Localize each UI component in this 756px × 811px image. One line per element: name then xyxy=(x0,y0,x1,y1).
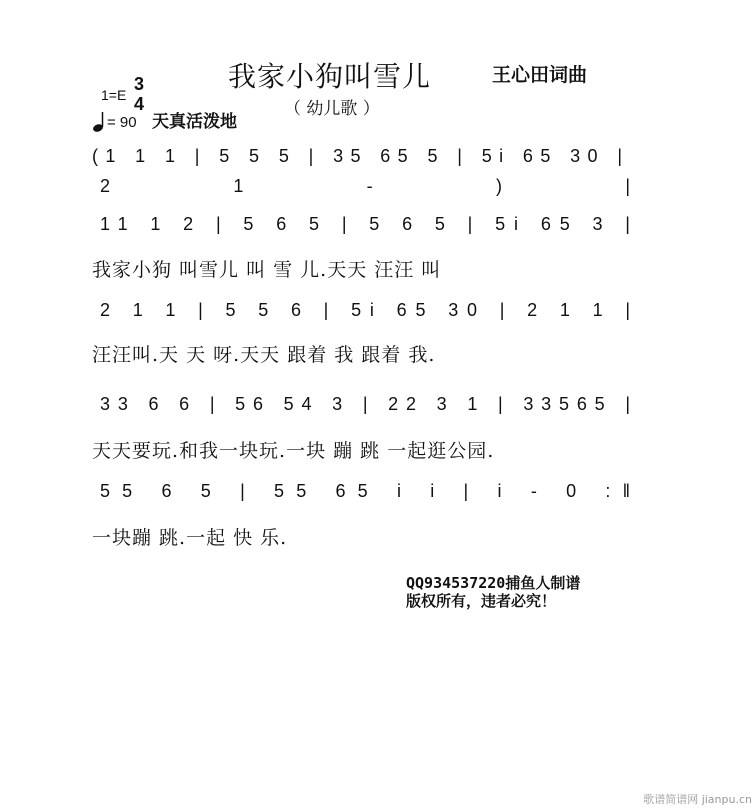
score-line-5-text: 33 6 6 | 56 54 3 | 22 3 1 | 33565 | xyxy=(100,394,630,414)
score-line-4 xyxy=(100,300,630,320)
expression-marking: 天真活泼地 xyxy=(152,112,237,132)
score-line-2 xyxy=(100,176,630,196)
lyrics-line-1: 我家小狗 叫雪儿 叫 雪 儿.天天 汪汪 叫 xyxy=(92,259,442,281)
score-line-1-text: (1 1 1 | 5 5 5 | 35 65 5 | 5i 65 30 | xyxy=(92,146,623,166)
score-line-6-text: 55 6 5 | 55 65 i i | i - 0 :‖ xyxy=(100,481,630,501)
score-line-2-text: 2 1 - ) | xyxy=(100,176,630,196)
composer-credit: 王心田词曲 xyxy=(492,64,588,86)
tempo-marking: = 90 xyxy=(107,114,137,131)
score-line-1 xyxy=(92,146,622,166)
time-signature-top: 3 xyxy=(134,74,145,94)
lyrics-line-4: 一块蹦 跳.一起 快 乐. xyxy=(92,527,288,549)
score-line-3 xyxy=(100,214,630,234)
footer-credit: QQ934537220捕鱼人制谱 xyxy=(406,574,581,592)
time-signature-bottom: 4 xyxy=(134,94,145,114)
lyrics-line-2: 汪汪叫.天 天 呀.天天 跟着 我 跟着 我. xyxy=(92,344,436,366)
lyrics-line-3: 天天要玩.和我一块玩.一块 蹦 跳 一起逛公园. xyxy=(92,440,495,462)
score-line-5 xyxy=(100,394,630,414)
score-line-3-text: 11 1 2 | 5 6 5 | 5 6 5 | 5i 65 3 | xyxy=(100,214,630,234)
footer-copyright: 版权所有，违者必究！ xyxy=(406,592,557,610)
song-title: 我家小狗叫雪儿 xyxy=(228,60,432,93)
song-subtitle: （ 幼儿歌 ） xyxy=(284,99,380,119)
score-line-6 xyxy=(100,481,630,501)
score-line-4-text: 2 1 1 | 5 5 6 | 5i 65 30 | 2 1 1 | xyxy=(100,300,630,320)
key-signature: 1=E xyxy=(101,87,127,103)
site-watermark: 歌谱简谱网 jianpu.cn xyxy=(643,793,752,806)
